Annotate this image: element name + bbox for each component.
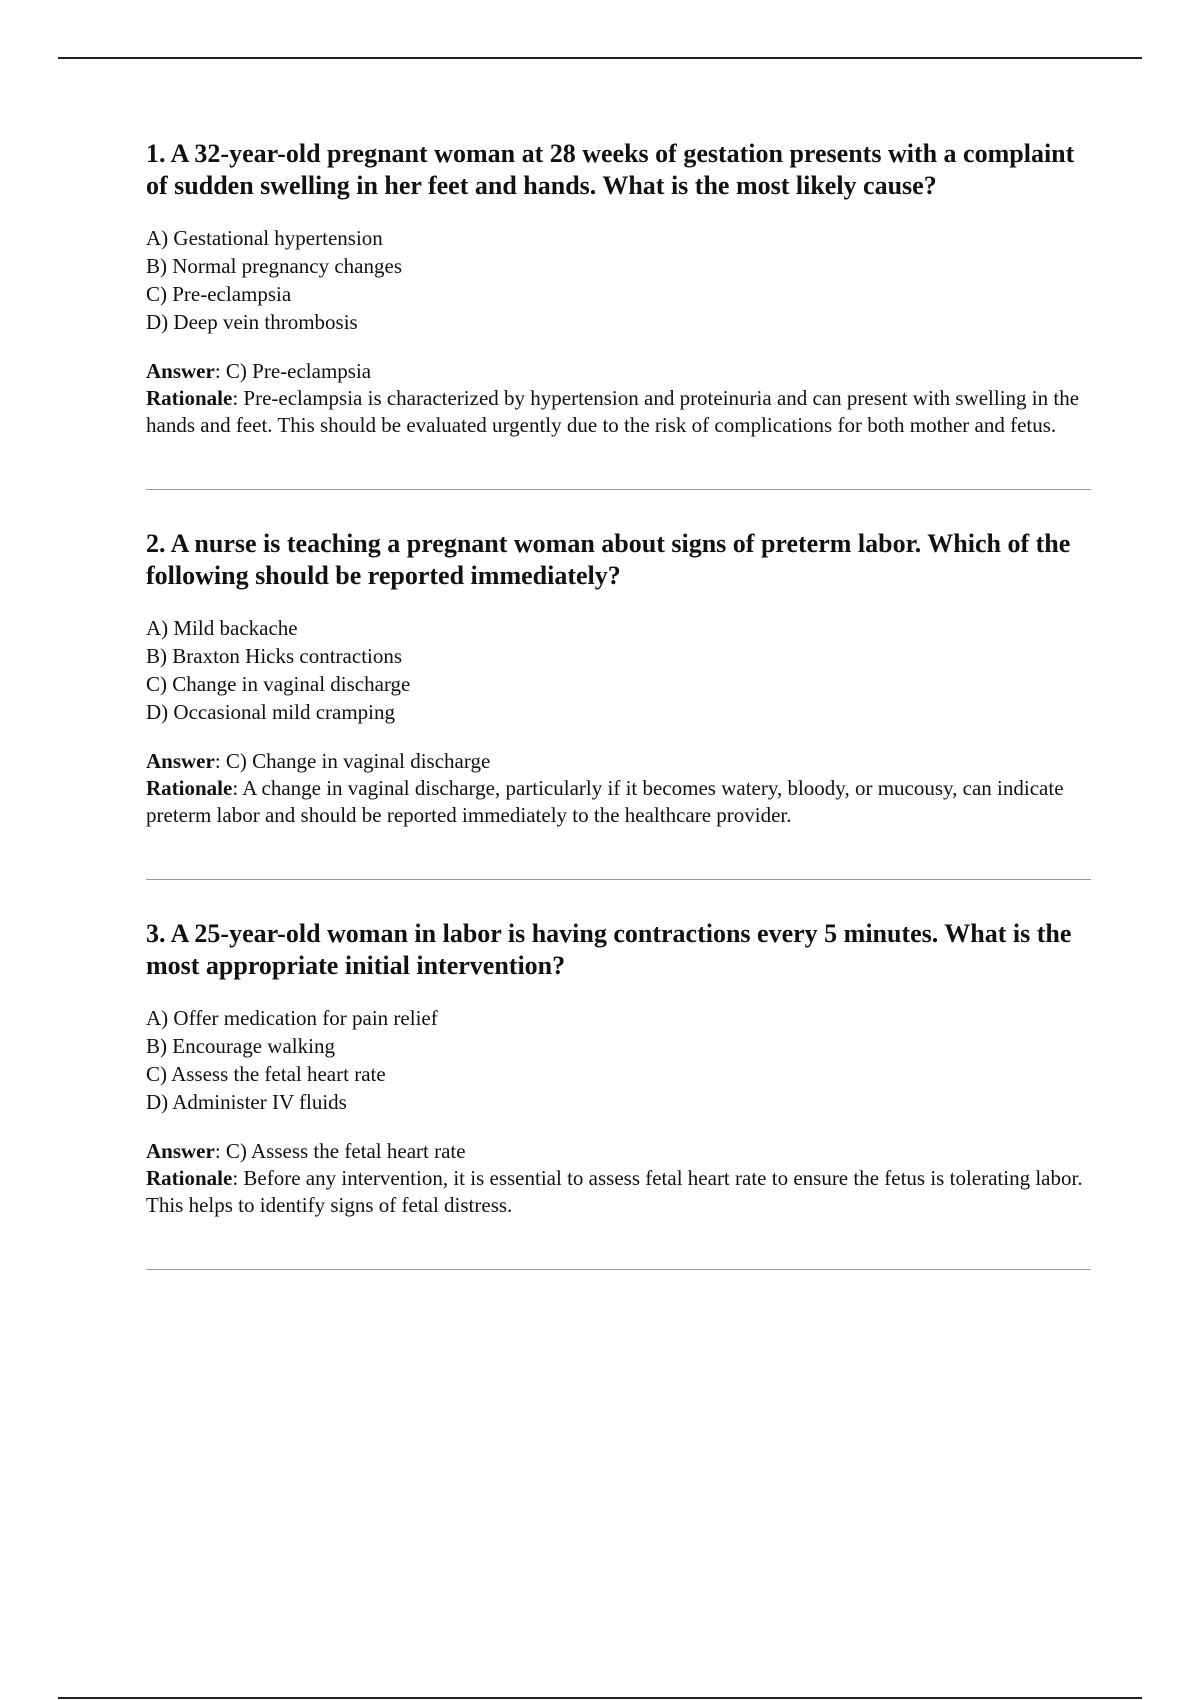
rationale (146, 385, 1091, 439)
page-top-rule (58, 57, 1142, 59)
question-3 (146, 918, 1096, 1219)
option-d: D) Administer IV fluids (146, 1090, 347, 1114)
rationale-text: : Before any intervention, it is essential to assess fetal heart rate to ensure the fetus is tolerating labor. This helps to identify signs of fetal distress. (146, 1166, 1083, 1217)
question-title: 3. A 25-year-old woman in labor is having contractions every 5 minutes. What is the most appropriate initial intervention? (146, 919, 1072, 980)
options-list (146, 1004, 1096, 1116)
option-c: C) Assess the fetal heart rate (146, 1062, 386, 1086)
option-a: A) Offer medication for pain relief (146, 1006, 438, 1030)
answer-line (146, 358, 1096, 385)
rationale-label: Rationale (146, 386, 233, 410)
question-title: 1. A 32-year-old pregnant woman at 28 weeks of gestation presents with a complaint of sudden swelling in her feet and hands. What is the most likely cause? (146, 139, 1075, 200)
answer-label: Answer (146, 359, 215, 383)
option-c: C) Change in vaginal discharge (146, 672, 411, 696)
document-body (146, 138, 1096, 1308)
question-2 (146, 528, 1096, 829)
answer-label: Answer (146, 749, 215, 773)
question-title: 2. A nurse is teaching a pregnant woman about signs of preterm labor. Which of the following should be reported immediately? (146, 529, 1071, 590)
rationale-text: : A change in vaginal discharge, particularly if it becomes watery, bloody, or mucousy, can indicate preterm labor and should be reported immediately to the healthcare provider. (146, 776, 1064, 827)
rationale-label: Rationale (146, 776, 233, 800)
option-a: A) Gestational hypertension (146, 226, 383, 250)
options-list (146, 224, 1096, 336)
question-divider (146, 879, 1091, 880)
rationale (146, 775, 1091, 829)
question-1 (146, 138, 1096, 439)
answer-label: Answer (146, 1139, 215, 1163)
rationale-label: Rationale (146, 1166, 233, 1190)
answer-text: : C) Pre-eclampsia (214, 359, 372, 383)
question-divider (146, 489, 1091, 490)
option-b: B) Encourage walking (146, 1034, 335, 1058)
page-bottom-rule (58, 1697, 1142, 1699)
option-d: D) Deep vein thrombosis (146, 310, 358, 334)
rationale (146, 1165, 1091, 1219)
option-b: B) Braxton Hicks contractions (146, 644, 403, 668)
options-list (146, 614, 1096, 726)
option-a: A) Mild backache (146, 616, 298, 640)
option-d: D) Occasional mild cramping (146, 700, 396, 724)
option-b: B) Normal pregnancy changes (146, 254, 402, 278)
answer-text: : C) Assess the fetal heart rate (214, 1139, 466, 1163)
rationale-text: : Pre-eclampsia is characterized by hypertension and proteinuria and can present with swelling in the hands and feet. This should be evaluated urgently due to the risk of complications for both mother and fetus. (146, 386, 1080, 437)
question-divider (146, 1269, 1091, 1270)
answer-text: : C) Change in vaginal discharge (214, 749, 491, 773)
answer-line (146, 748, 1096, 775)
option-c: C) Pre-eclampsia (146, 282, 292, 306)
answer-line (146, 1138, 1096, 1165)
